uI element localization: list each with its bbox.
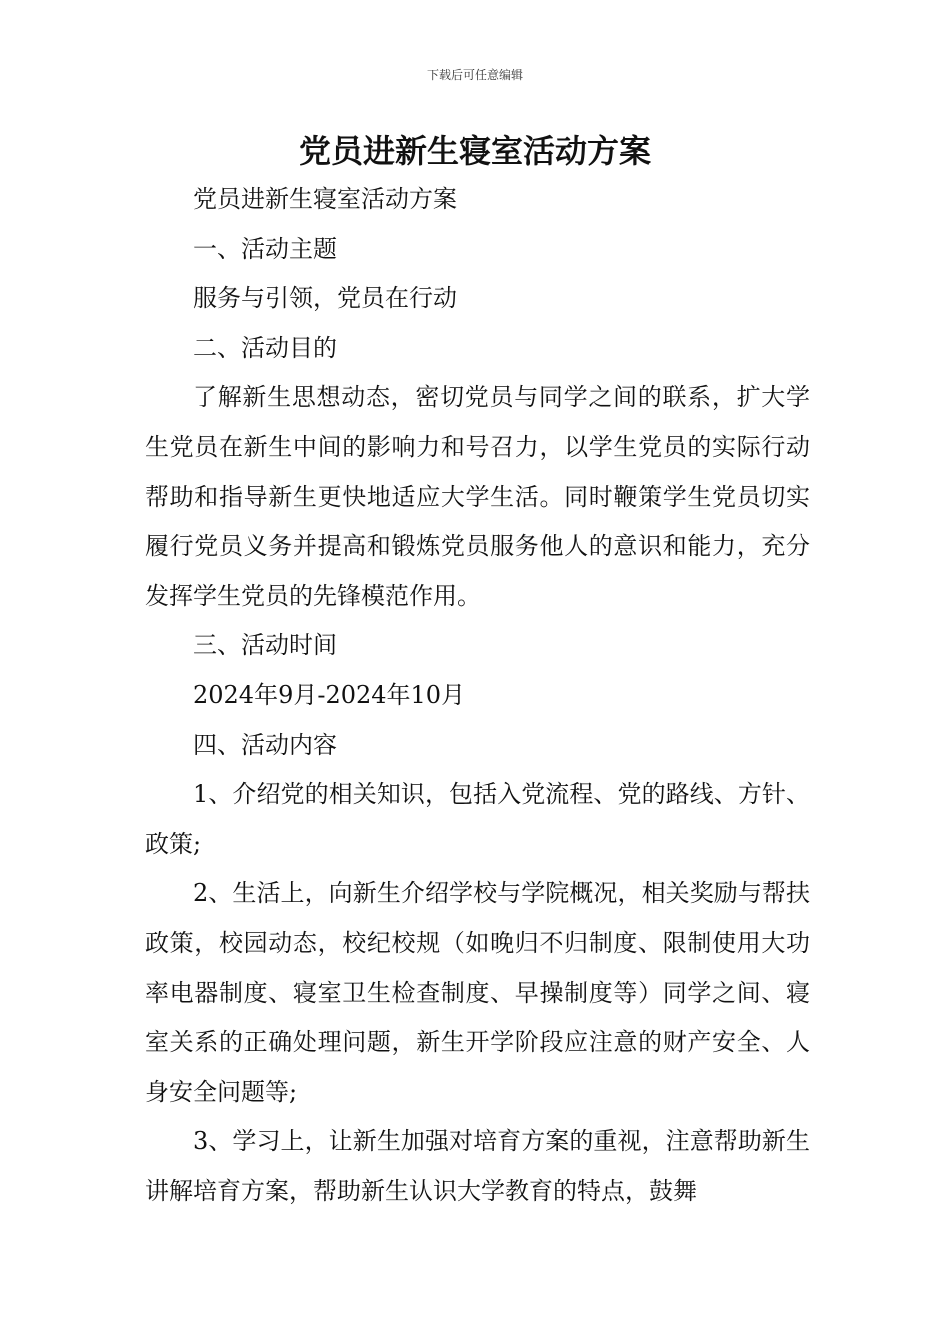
paragraph-theme: 服务与引领，党员在行动 [193,284,457,313]
section-heading-purpose: 二、活动目的 [193,333,337,362]
header-note: 下载后可任意编辑 [426,68,523,82]
document-title: 党员进新生寝室活动方案 [298,132,651,170]
section-heading-content: 四、活动内容 [193,730,337,759]
section-heading-theme: 一、活动主题 [193,234,337,263]
paragraph-time: 2024年9月-2024年10月 [193,680,466,709]
paragraph-content-3: 3、学习上，让新生加强对培育方案的重视，注意帮助新生讲解培育方案，帮助新生认识大学教育的特点，鼓舞 [145,1127,810,1205]
section-heading-time: 三、活动时间 [193,631,337,660]
paragraph-content-1: 1、介绍党的相关知识，包括入党流程、党的路线、方针、政策; [145,780,810,858]
paragraph-purpose: 了解新生思想动态，密切党员与同学之间的联系，扩大学生党员在新生中间的影响力和号召力，以学生党员的实际行动帮助和指导新生更快地适应大学生活。同时鞭策学生党员切实履行党员义务并提高和锻炼党员服务他人的意识和能力，充分发挥学生党员的先锋模范作用。 [145,383,810,610]
paragraph-subtitle: 党员进新生寝室活动方案 [193,185,457,213]
paragraph-content-2: 2、生活上，向新生介绍学校与学院概况，相关奖励与帮扶政策，校园动态，校纪校规（如晚归不归制度、限制使用大功率电器制度、寝室卫生检查制度、早操制度等）同学之间、寝室关系的正确处理问题，新生开学阶段应注意的财产安全、人身安全问题等; [145,879,810,1106]
document-body [145,175,810,1216]
